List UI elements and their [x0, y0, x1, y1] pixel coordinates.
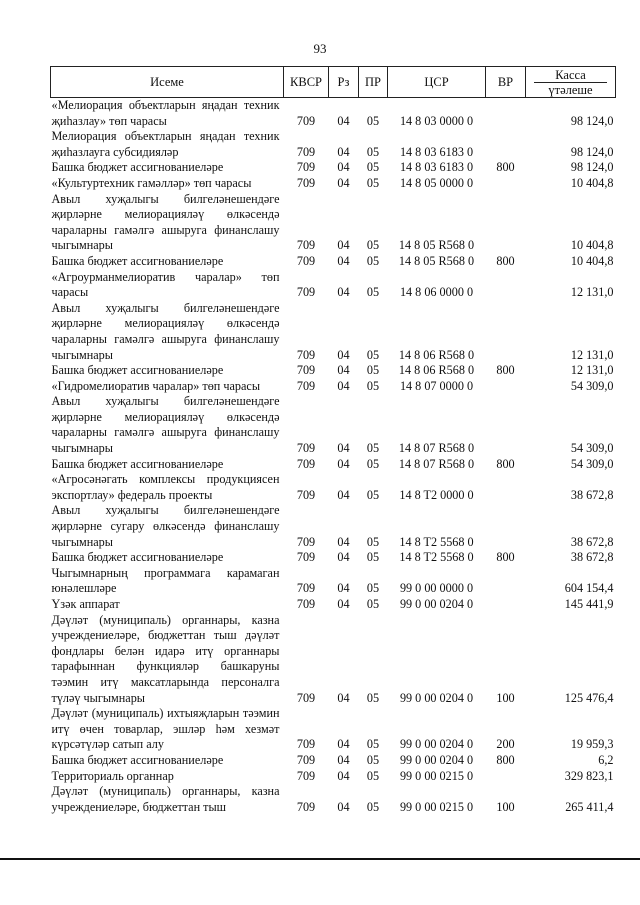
cell-csr: 14 8 05 R568 0 — [398, 238, 475, 253]
cell-name: Территориаль органнар — [51, 768, 174, 783]
cell-kvsr: 709 — [296, 441, 316, 456]
table-row — [51, 129, 616, 160]
table-body — [51, 98, 616, 816]
cell-vr: 100 — [496, 690, 515, 705]
header-kassa — [526, 67, 616, 98]
cell-csr: 99 0 00 0215 0 — [399, 768, 474, 783]
cell-pr: 05 — [366, 752, 380, 767]
cell-amount: 145 441,9 — [564, 597, 614, 611]
cell-kvsr: 709 — [296, 113, 316, 128]
cell-rz: 04 — [337, 175, 350, 190]
cell-kvsr: 709 — [296, 363, 316, 378]
header-kvsr: КВСР — [284, 67, 329, 98]
cell-vr — [486, 566, 526, 597]
cell-csr: 14 8 03 0000 0 — [399, 113, 474, 128]
cell-pr: 05 — [366, 113, 380, 128]
cell-vr: 800 — [496, 752, 515, 767]
cell-kvsr: 709 — [296, 581, 316, 596]
cell-csr: 99 0 00 0215 0 — [399, 799, 474, 814]
cell-vr — [486, 192, 526, 254]
cell-amount: 98 124,0 — [570, 160, 614, 175]
cell-kvsr: 709 — [296, 144, 316, 159]
cell-vr — [486, 394, 526, 456]
table-row — [51, 192, 616, 254]
cell-name: Авыл хуҗалыгы билгеләнешендәге җирләрне мелиорацияләү өлкәсендә чараларны гамәлгә ашыруга финанслашу чыгымнары — [51, 191, 280, 253]
cell-pr: 05 — [366, 363, 380, 378]
table-row — [51, 176, 616, 192]
cell-kvsr: 709 — [296, 175, 316, 190]
cell-kvsr: 709 — [296, 690, 316, 705]
cell-vr: 800 — [496, 550, 515, 565]
header-name: Исеме — [51, 67, 284, 98]
cell-vr — [486, 597, 526, 613]
table-row — [51, 753, 616, 769]
cell-vr: 800 — [496, 253, 515, 268]
cell-csr: 14 8 07 R568 0 — [398, 456, 475, 471]
cell-amount: 12 131,0 — [570, 285, 614, 300]
cell-rz: 04 — [337, 144, 350, 159]
cell-amount: 54 309,0 — [570, 456, 614, 471]
cell-vr — [486, 98, 526, 130]
cell-name: Башка бюджет ассигнованиеләре — [51, 363, 224, 378]
cell-vr — [486, 129, 526, 160]
budget-table — [50, 66, 616, 815]
cell-vr: 200 — [496, 737, 515, 752]
cell-rz: 04 — [337, 799, 350, 814]
cell-kvsr: 709 — [296, 160, 316, 175]
cell-rz: 04 — [337, 752, 350, 767]
header-kassa-sublabel: үтәлеше — [534, 82, 607, 97]
cell-pr: 05 — [366, 378, 380, 393]
cell-rz: 04 — [337, 456, 350, 471]
cell-pr: 05 — [366, 487, 380, 502]
cell-pr: 05 — [366, 534, 380, 549]
cell-pr: 05 — [366, 799, 380, 814]
cell-name: Авыл хуҗалыгы билгеләнешендәге җирләрне сугару өлкәсендә финанслашу чыгымнары — [51, 503, 280, 549]
cell-rz: 04 — [337, 378, 350, 393]
cell-pr: 05 — [366, 581, 380, 596]
cell-csr: 14 8 06 R568 0 — [398, 363, 475, 378]
page-number: 93 — [313, 41, 327, 56]
cell-kvsr: 709 — [296, 285, 316, 300]
cell-amount: 38 672,8 — [570, 487, 614, 502]
cell-rz: 04 — [337, 534, 350, 549]
cell-amount: 98 124,0 — [570, 113, 614, 128]
cell-kvsr: 709 — [296, 347, 316, 362]
cell-kvsr: 709 — [296, 752, 316, 767]
cell-vr: 800 — [496, 363, 515, 378]
cell-amount: 12 131,0 — [570, 363, 614, 378]
cell-amount: 125 476,4 — [564, 690, 614, 705]
cell-name: «Агроурманмелиоратив чаралар» төп чарасы — [51, 269, 280, 300]
cell-csr: 99 0 00 0000 0 — [399, 581, 474, 596]
table-row — [51, 613, 616, 707]
cell-rz: 04 — [337, 285, 350, 300]
cell-vr: 100 — [496, 799, 515, 814]
cell-csr: 14 8 03 6183 0 — [399, 144, 474, 159]
cell-rz: 04 — [337, 737, 350, 752]
cell-name: «Агросәнәгать комплексы продукциясен экспортлау» федераль проекты — [51, 472, 280, 502]
page-bottom-rule — [0, 858, 640, 860]
cell-rz: 04 — [337, 487, 350, 502]
cell-vr — [486, 301, 526, 363]
cell-csr: 14 8 07 R568 0 — [398, 441, 475, 456]
cell-name: Чыгымнарның программага карамаган юнәлешләре — [51, 565, 280, 596]
cell-pr: 05 — [366, 550, 380, 565]
cell-kvsr: 709 — [296, 737, 316, 752]
cell-vr — [486, 270, 526, 301]
cell-kvsr: 709 — [296, 378, 316, 393]
table-row — [51, 98, 616, 130]
cell-kvsr: 709 — [296, 768, 316, 783]
cell-name: Башка бюджет ассигнованиеләре — [51, 752, 224, 767]
header-rz: Рз — [329, 67, 359, 98]
header-pr: ПР — [359, 67, 388, 98]
cell-amount: 19 959,3 — [570, 737, 614, 752]
cell-csr: 99 0 00 0204 0 — [399, 737, 474, 752]
table-row — [51, 379, 616, 395]
cell-rz: 04 — [337, 768, 350, 783]
cell-csr: 14 8 06 0000 0 — [399, 285, 474, 300]
table-row — [51, 394, 616, 456]
table-row — [51, 784, 616, 815]
table-header — [51, 67, 616, 98]
table-row — [51, 503, 616, 550]
cell-kvsr: 709 — [296, 550, 316, 565]
cell-pr: 05 — [366, 253, 380, 268]
cell-name: Дәүләт (муниципаль) органнары, казна учреждениеләре, бюджеттан тыш — [51, 784, 280, 814]
cell-pr: 05 — [366, 285, 380, 300]
cell-amount: 10 404,8 — [570, 238, 614, 253]
cell-csr: 14 8 05 0000 0 — [399, 175, 474, 190]
budget-table-wrapper — [50, 66, 615, 815]
cell-vr — [486, 503, 526, 550]
cell-amount: 98 124,0 — [570, 144, 614, 159]
cell-pr: 05 — [366, 160, 380, 175]
cell-csr: 99 0 00 0204 0 — [399, 597, 474, 611]
cell-name: Башка бюджет ассигнованиеләре — [51, 253, 224, 268]
cell-vr — [486, 379, 526, 395]
cell-csr: 14 8 03 6183 0 — [399, 160, 474, 175]
table-row — [51, 566, 616, 597]
cell-pr: 05 — [366, 441, 380, 456]
table-row — [51, 254, 616, 270]
cell-name: Башка бюджет ассигнованиеләре — [51, 456, 224, 471]
cell-pr: 05 — [366, 175, 380, 190]
cell-vr: 800 — [496, 456, 515, 471]
table-row — [51, 706, 616, 753]
cell-pr: 05 — [366, 238, 380, 253]
cell-csr: 14 8 T2 5568 0 — [399, 550, 474, 565]
cell-amount: 10 404,8 — [570, 175, 614, 190]
header-kassa-label: Касса — [555, 67, 586, 82]
cell-amount: 329 823,1 — [564, 768, 614, 783]
cell-pr: 05 — [366, 737, 380, 752]
cell-rz: 04 — [337, 113, 350, 128]
table-row — [51, 301, 616, 363]
cell-amount: 12 131,0 — [570, 347, 614, 362]
cell-name: Дәүләт (муниципаль) ихтыяҗларын тәэмин итү өчен товарлар, эшләр һәм хезмәт күрсәтүләр сатып алу — [51, 706, 280, 752]
cell-amount: 38 672,8 — [570, 550, 614, 565]
cell-csr: 99 0 00 0204 0 — [399, 690, 474, 705]
cell-name: «Мелиорация объектларын яңадан техник җиһазлау» төп чарасы — [51, 98, 280, 128]
cell-csr: 14 8 05 R568 0 — [398, 253, 475, 268]
cell-csr: 99 0 00 0204 0 — [399, 752, 474, 767]
cell-amount: 604 154,4 — [564, 581, 614, 596]
cell-kvsr: 709 — [296, 253, 316, 268]
cell-vr — [486, 769, 526, 785]
cell-rz: 04 — [337, 690, 350, 705]
cell-vr: 800 — [496, 160, 515, 175]
cell-name: Башка бюджет ассигнованиеләре — [51, 550, 224, 565]
header-csr: ЦСР — [388, 67, 486, 98]
cell-kvsr: 709 — [296, 238, 316, 253]
cell-rz: 04 — [337, 441, 350, 456]
cell-kvsr: 709 — [296, 456, 316, 471]
cell-amount: 6,2 — [598, 752, 614, 767]
cell-rz: 04 — [337, 347, 350, 362]
cell-csr: 14 8 T2 5568 0 — [399, 534, 474, 549]
cell-name: Үзәк аппарат — [51, 597, 120, 611]
table-row — [51, 472, 616, 503]
cell-name: «Гидромелиоратив чаралар» төп чарасы — [51, 378, 261, 393]
cell-pr: 05 — [366, 347, 380, 362]
cell-rz: 04 — [337, 597, 350, 611]
cell-rz: 04 — [337, 581, 350, 596]
cell-pr: 05 — [366, 144, 380, 159]
cell-rz: 04 — [337, 238, 350, 253]
cell-name: Мелиорация объектларын яңадан техник җиһазлауга субсидияләр — [51, 129, 280, 159]
table-row — [51, 550, 616, 566]
cell-amount: 38 672,8 — [570, 534, 614, 549]
cell-pr: 05 — [366, 690, 380, 705]
cell-csr: 14 8 07 0000 0 — [399, 378, 474, 393]
table-row — [51, 769, 616, 785]
cell-name: Авыл хуҗалыгы билгеләнешендәге җирләрне мелиорацияләү өлкәсендә чараларны гамәлгә ашыруга финанслашу чыгымнары — [51, 394, 280, 456]
cell-csr: 14 8 T2 0000 0 — [399, 487, 474, 502]
cell-pr: 05 — [366, 456, 380, 471]
cell-amount: 54 309,0 — [570, 441, 614, 456]
cell-rz: 04 — [337, 160, 350, 175]
table-row — [51, 597, 616, 613]
table-row — [51, 270, 616, 301]
cell-vr — [486, 176, 526, 192]
table-row — [51, 160, 616, 176]
cell-name: Дәүләт (муниципаль) органнары, казна учреждениеләре, бюджеттан тыш дәүләт фондлары белән идарә итү органнары тарафыннан функцияләр башкаруны тәэмин итү максатларында персоналга түләү чыгымнары — [51, 612, 280, 705]
cell-rz: 04 — [337, 550, 350, 565]
cell-csr: 14 8 06 R568 0 — [398, 347, 475, 362]
header-vr: ВР — [486, 67, 526, 98]
cell-kvsr: 709 — [296, 534, 316, 549]
cell-vr — [486, 472, 526, 503]
cell-name: Авыл хуҗалыгы билгеләнешендәге җирләрне мелиорацияләү өлкәсендә чараларны гамәлгә ашыруга финанслашу чыгымнары — [51, 300, 280, 362]
cell-kvsr: 709 — [296, 799, 316, 814]
cell-name: «Культуртехник гамәлләр» төп чарасы — [51, 175, 252, 190]
cell-amount: 54 309,0 — [570, 378, 614, 393]
cell-pr: 05 — [366, 597, 380, 611]
cell-rz: 04 — [337, 363, 350, 378]
table-row — [51, 457, 616, 473]
cell-name: Башка бюджет ассигнованиеләре — [51, 160, 224, 175]
cell-kvsr: 709 — [296, 487, 316, 502]
cell-pr: 05 — [366, 768, 380, 783]
cell-amount: 265 411,4 — [565, 799, 614, 814]
table-row — [51, 363, 616, 379]
cell-rz: 04 — [337, 253, 350, 268]
cell-kvsr: 709 — [296, 597, 316, 611]
cell-amount: 10 404,8 — [570, 253, 614, 268]
header-row — [51, 67, 616, 98]
